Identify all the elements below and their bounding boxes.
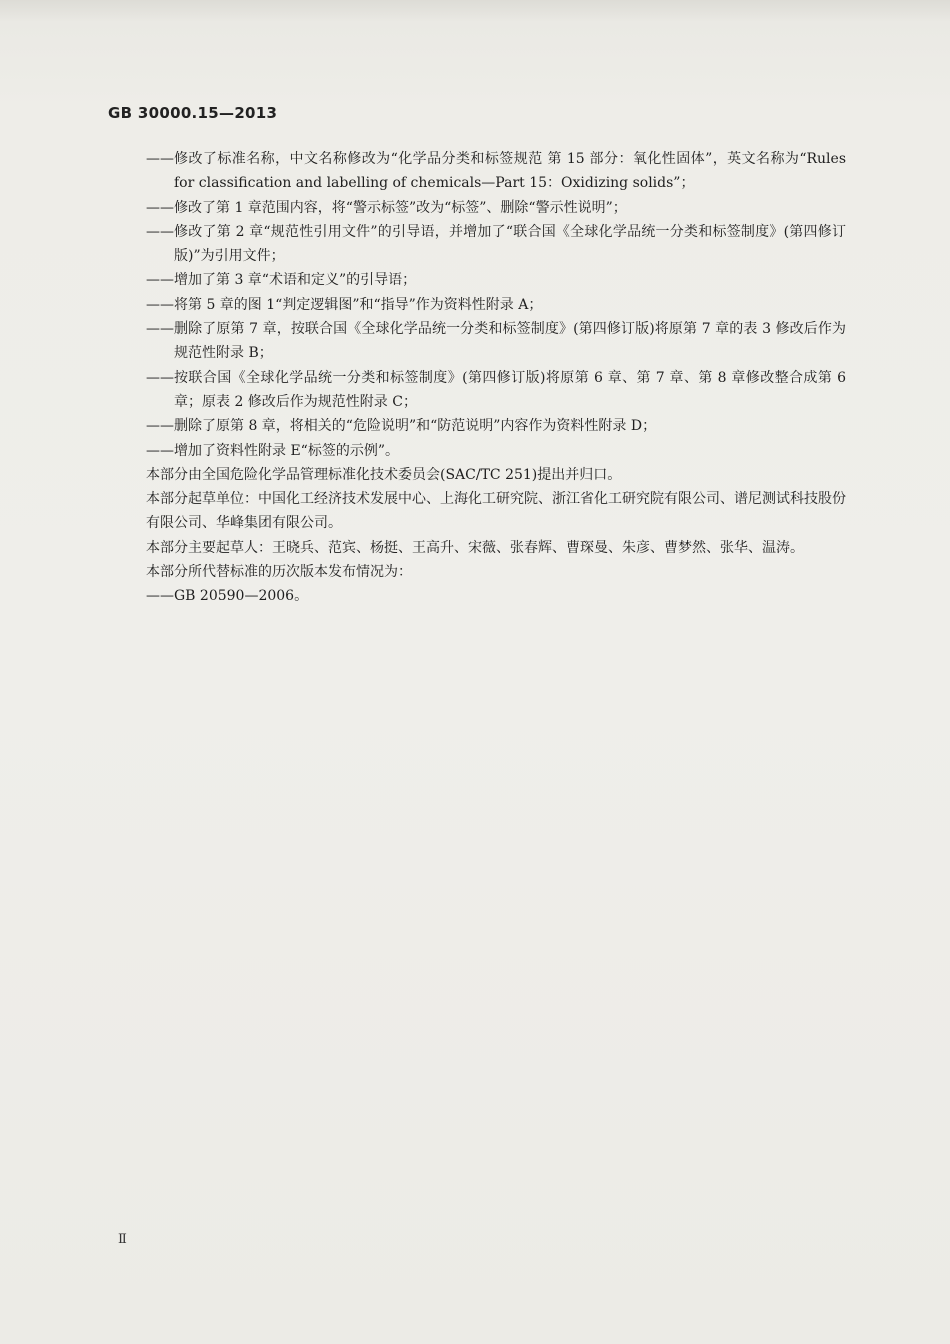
list-item-text: 将第 5 章的图 1“判定逻辑图”和“指导”作为资料性附录 A；: [174, 296, 543, 313]
change-list-item: [146, 439, 846, 463]
list-dash: ——: [146, 442, 174, 459]
change-list-item: [146, 414, 846, 438]
list-dash: ——: [146, 223, 174, 240]
list-dash: ——: [146, 588, 174, 605]
list-dash: ——: [146, 296, 174, 313]
history-list: [146, 584, 846, 608]
list-item-text: 修改了第 1 章范围内容，将“警示标签”改为“标签”、删除“警示性说明”；: [174, 199, 627, 216]
list-item-text: 增加了资料性附录 E“标签的示例”。: [174, 442, 399, 459]
change-list-item: [146, 220, 846, 269]
list-item-text: 删除了原第 8 章，将相关的“危险说明”和“防范说明”内容作为资料性附录 D；: [174, 418, 657, 435]
change-list-item: [146, 147, 846, 196]
list-dash: ——: [146, 321, 174, 338]
list-item-text: 按联合国《全球化学品统一分类和标签制度》(第四修订版)将原第 6 章、第 7 章、第 8 章修改整合成第 6 章；原表 2 修改后作为规范性附录 C；: [174, 369, 846, 410]
list-dash: ——: [146, 151, 174, 167]
standard-number-header: GB 30000.15—2013: [108, 104, 278, 122]
list-item-text: 修改了标准名称，中文名称修改为“化学品分类和标签规范 第 15 部分：氧化性固体”，英文名称为“Rules for classification and labelling of chemicals—Part 15：Oxidizing solids”；: [174, 151, 846, 192]
list-item-text: 删除了原第 7 章，按联合国《全球化学品统一分类和标签制度》(第四修订版)将原第 7 章的表 3 修改后作为规范性附录 B；: [174, 321, 846, 362]
changes-list: [146, 147, 846, 463]
drafting-units-paragraph: 本部分起草单位：中国化工经济技术发展中心、上海化工研究院、浙江省化工研究院有限公司、谱尼测试科技股份有限公司、华峰集团有限公司。: [146, 491, 846, 532]
page-number: Ⅱ: [118, 1232, 127, 1247]
change-list-item: [146, 196, 846, 220]
list-item-text: 增加了第 3 章“术语和定义”的引导语；: [174, 272, 417, 289]
foreword-content: [146, 147, 846, 609]
list-dash: ——: [146, 272, 174, 289]
history-intro-paragraph: 本部分所代替标准的历次版本发布情况为：: [146, 564, 412, 581]
history-list-item: [146, 584, 846, 608]
list-dash: ——: [146, 199, 174, 216]
change-list-item: [146, 366, 846, 415]
drafters-paragraph: 本部分主要起草人：王晓兵、范宾、杨挺、王高升、宋薇、张春辉、曹琛曼、朱彦、曹梦然、张华、温涛。: [146, 539, 804, 556]
list-item-text: 修改了第 2 章“规范性引用文件”的引导语，并增加了“联合国《全球化学品统一分类和标签制度》(第四修订版)”为引用文件；: [174, 223, 846, 265]
list-item-text: GB 20590—2006。: [174, 588, 309, 605]
list-dash: ——: [146, 418, 174, 435]
change-list-item: [146, 268, 846, 292]
list-dash: ——: [146, 369, 174, 386]
change-list-item: [146, 317, 846, 366]
scan-edge-shadow: [0, 0, 950, 22]
proposed-by-paragraph: 本部分由全国危险化学品管理标准化技术委员会(SAC/TC 251)提出并归口。: [146, 466, 622, 483]
change-list-item: [146, 293, 846, 317]
